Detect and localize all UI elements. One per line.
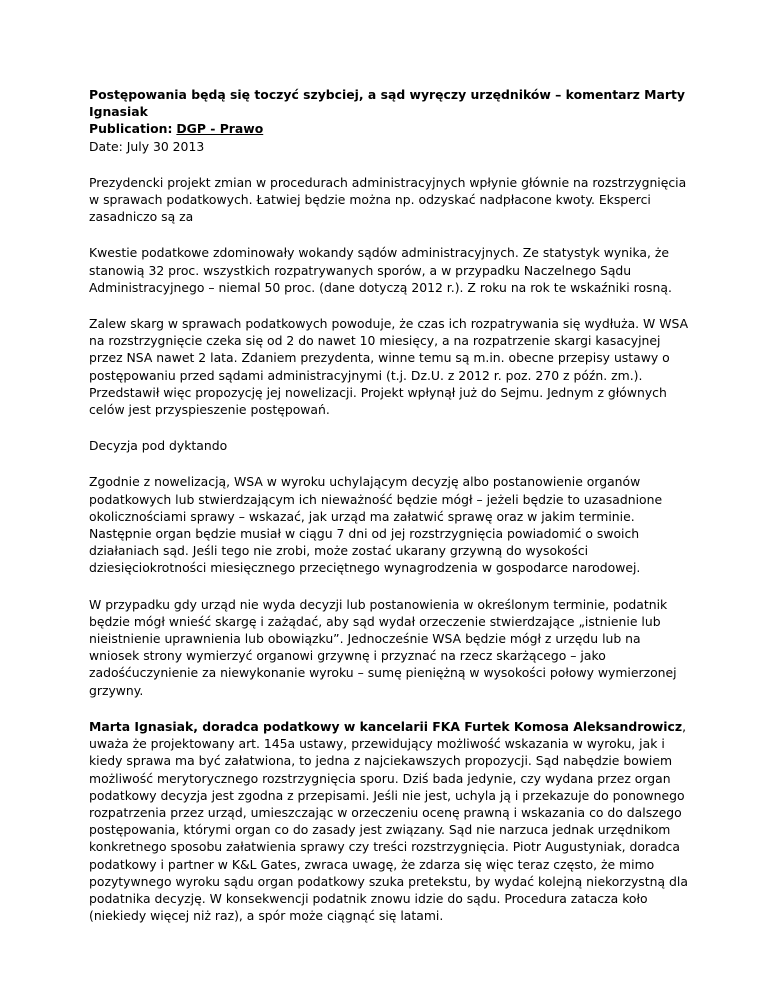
commentary-text: , uważa że projektowany art. 145a ustawy, przewidujący możliwość wskazania w wyroku, jak i kiedy sprawa ma być załatwiona, to jedna z najciekawszych propozycji. Sąd nabędzie bowiem możliwość merytorycznego rozstrzygnięcia sporu. Dziś bada jedynie, czy wydana przez organ podatkowy decyzja jest zgodna z przepisami. Jeśli nie jest, uchyla ją i przekazuje do ponownego rozpatrzenia przez urząd, umieszczając w orzeczeniu ocenę prawną i wskazania co do dalszego postępowania, którymi organ co do zasady jest związany. Sąd nie narzuca jednak urzędnikom konkretnego sposobu załatwienia sprawy czy treści rozstrzygnięcia. Piotr Augustyniak, doradca podatkowy i partner w K&L Gates, zwraca uwagę, że zdarza się więc teraz często, że mimo pozytywnego wyroku sądu organ podatkowy szuka pretekstu, by wydać kolejną niekorzystną dla podatnika decyzję. W konsekwencji podatnik znowu idzie do sądu. Procedura zatacza koło (niekiedy więcej niż raz), a spór może ciągnąć się latami.	[89, 718, 688, 924]
date-label: Date:	[89, 138, 123, 154]
paragraph: Zalew skarg w sprawach podatkowych powoduje, że czas ich rozpatrywania się wydłuża. W WSA na rozstrzygnięcie czeka się od 2 do nawet 10 miesięcy, a na rozpatrzenie skargi kasacyjnej przez NSA nawet 2 lata. Zdaniem prezydenta, winne temu są m.in. obecne przepisy ustawy o postępowaniu przed sądami administracyjnymi (t.j. Dz.U. z 2012 r. poz. 270 z późn. zm.). Przedstawił więc propozycję jej nowelizacji. Projekt wpłynął już do Sejmu. Jednym z głównych celów jest przyspieszenie postępowań.	[89, 316, 689, 418]
subheading: Decyzja pod dyktando	[89, 438, 228, 454]
article	[89, 86, 689, 924]
date-line	[89, 138, 689, 155]
paragraph: Zgodnie z nowelizacją, WSA w wyroku uchylającym decyzję albo postanowienie organów podatkowych lub stwierdzającym ich nieważność będzie mógł – jeżeli będzie to uzasadnione okolicznościami sprawy – wskazać, jak urząd ma załatwić sprawę oraz w jakim terminie. Następnie organ będzie musiał w ciągu 7 dni od jej rozstrzygnięcia powiadomić o swoich działaniach sąd. Jeśli tego nie zrobi, może zostać ukarany grzywną do wysokości dziesięciokrotności miesięcznego przeciętnego wynagrodzenia w gospodarce narodowej.	[89, 474, 663, 576]
expert-name: Marta Ignasiak, doradca podatkowy w kancelarii FKA Furtek Komosa Aleksandrowicz	[89, 718, 683, 734]
publication-line	[89, 120, 689, 137]
paragraph: Kwestie podatkowe zdominowały wokandy sądów administracyjnych. Ze statystyk wynika, że stanowią 32 proc. wszystkich rozpatrywanych sporów, a w przypadku Naczelnego Sądu Administracyjnego – niemal 50 proc. (dane dotyczą 2012 r.). Z roku na rok te wskaźniki rosną.	[89, 245, 672, 295]
paragraph: W przypadku gdy urząd nie wyda decyzji lub postanowienia w określonym terminie, podatnik będzie mógł wnieść skargę i zażądać, aby sąd wydał orzeczenie stwierdzające „istnienie lub nieistnienie uprawnienia lub obowiązku”. Jednocześnie WSA będzie mógł z urzędu lub na wniosek strony wymierzyć organowi grzywnę i przyznać na rzecz skarżącego – jako zadośćuczynienie za niewykonanie wyroku – sumę pieniężną w wysokości połowy wymierzonej grzywny.	[89, 596, 677, 698]
lead-paragraph: Prezydencki projekt zmian w procedurach administracyjnych wpłynie głównie na rozstrzygnięcia w sprawach podatkowych. Łatwiej będzie można np. odzyskać nadpłacone kwoty. Eksperci zasadniczo są za	[89, 174, 687, 225]
publication-label: Publication:	[89, 121, 173, 137]
commentary-paragraph	[89, 718, 689, 924]
publication-link[interactable]: DGP - Prawo	[176, 121, 264, 137]
article-title: Postępowania będą się toczyć szybciej, a sąd wyręczy urzędników – komentarz Marty Ignasiak	[89, 87, 685, 120]
date-value: July 30 2013	[126, 138, 205, 154]
